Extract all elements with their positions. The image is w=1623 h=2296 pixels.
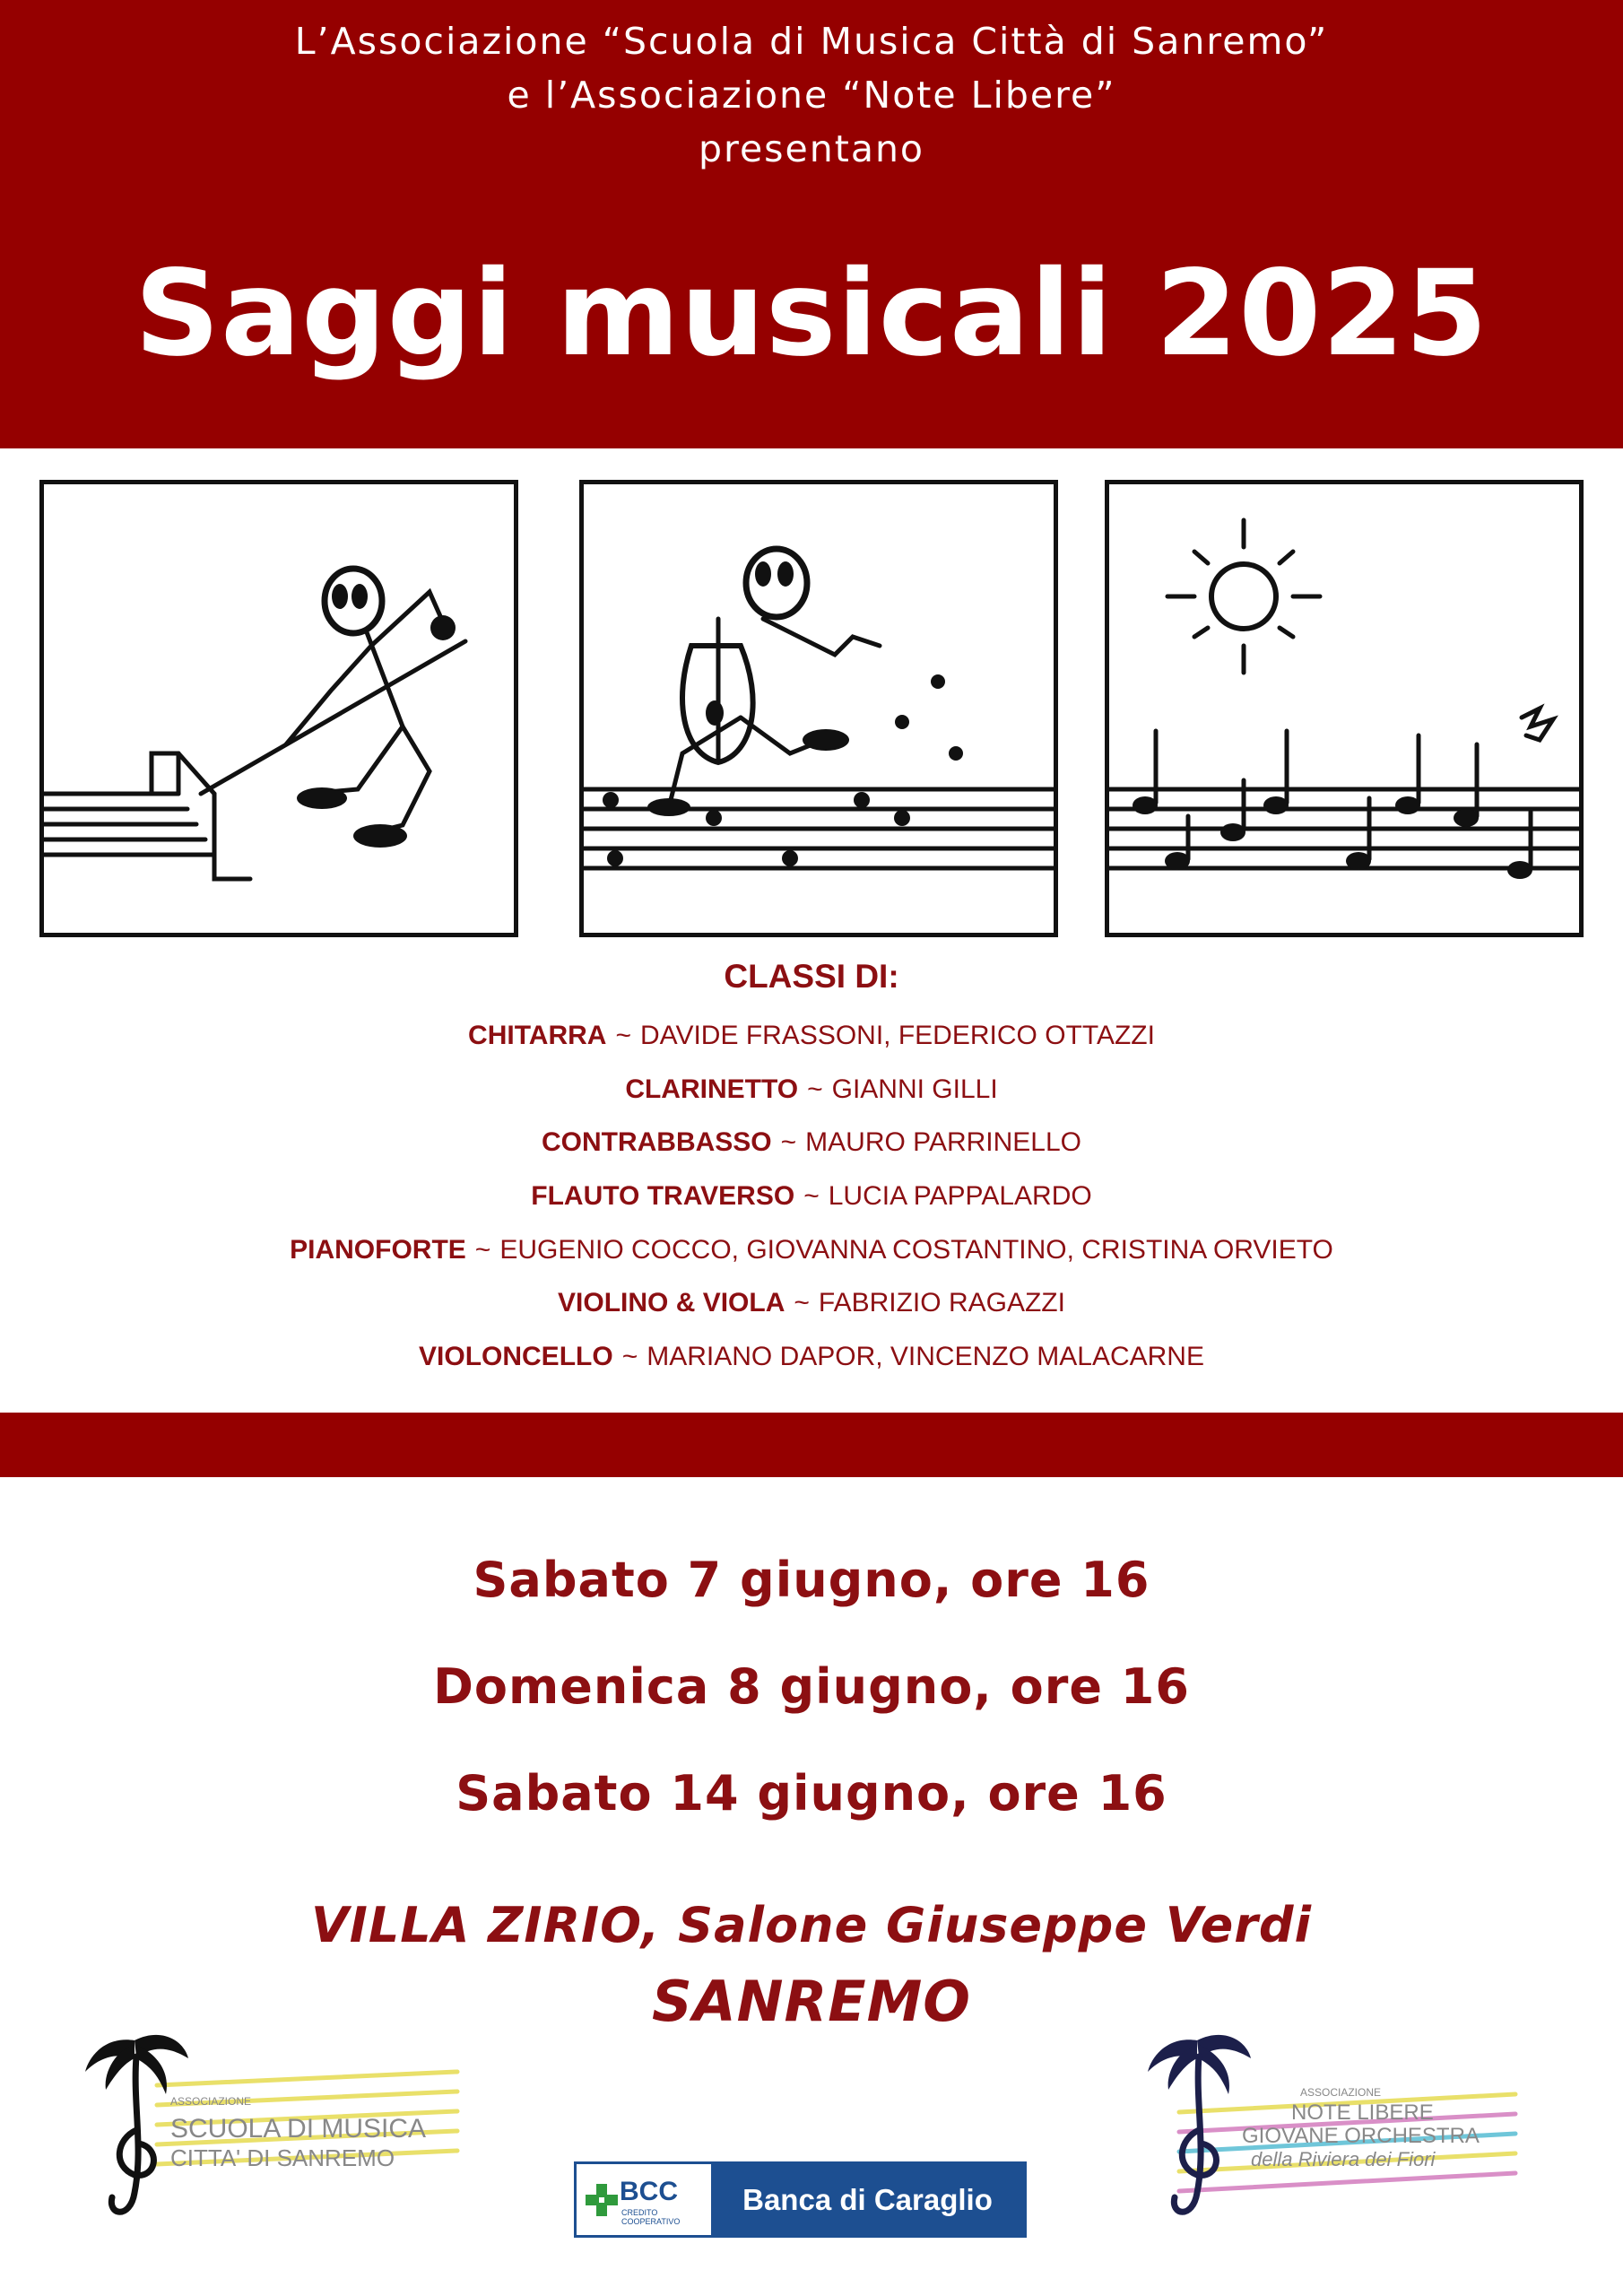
logo-right-small-label: ASSOCIAZIONE [1300,2086,1382,2099]
teacher-names: MARIANO DAPOR, VINCENZO MALACARNE [647,1342,1204,1371]
instrument-name: CHITARRA [468,1021,607,1050]
guitar-figure-illustration [584,484,1054,933]
poster-title: Saggi musicali 2025 [135,245,1488,383]
instrument-name: VIOLONCELLO [419,1342,613,1371]
bcc-sub-label: CREDITO COOPERATIVO [621,2208,681,2226]
logo-left-line-1: SCUOLA DI MUSICA [170,2114,427,2144]
class-row [0,1342,1623,1372]
divider-band [0,1413,1623,1477]
scuola-di-musica-logo [81,2022,475,2238]
teacher-names: EUGENIO COCCO, GIOVANNA COSTANTINO, CRISTINA ORVIETO [499,1235,1333,1265]
teacher-names: LUCIA PAPPALARDO [828,1181,1092,1211]
separator: ~ [615,1021,632,1050]
logo-left-line-2: CITTA' DI SANREMO [170,2144,395,2171]
venue-name: VILLA ZIRIO, Salone Giuseppe Verdi [310,1897,1313,1953]
palm-treble-clef-colored-icon [1130,2022,1533,2238]
cross-icon [584,2182,620,2218]
teacher-names: GIANNI GILLI [831,1074,998,1104]
separator: ~ [794,1288,810,1318]
note-libere-logo [1130,2022,1533,2238]
logo-left-small-label: ASSOCIAZIONE [170,2095,252,2108]
logo-right-line-1: NOTE LIBERE [1291,2100,1434,2125]
classes-heading: CLASSI DI: [724,958,899,995]
separator: ~ [474,1235,491,1265]
bank-name: Banca di Caraglio [711,2164,1024,2235]
bcc-mark [577,2164,711,2235]
class-row [0,1235,1623,1265]
instrument-name: CONTRABBASSO [541,1127,772,1157]
banca-di-caraglio-logo [574,2161,1027,2238]
instrument-name: PIANOFORTE [290,1235,466,1265]
comic-panel-scattering [579,480,1058,937]
comic-panel-sun [1105,480,1584,937]
venue-city: SANREMO [651,1969,972,2034]
intro-line-1: L’Associazione “Scuola di Musica Città di Sanremo” [294,20,1329,63]
instrument-name: FLAUTO TRAVERSO [531,1181,795,1211]
class-row [0,1181,1623,1212]
sweeping-figure-illustration [44,484,514,933]
palm-treble-clef-icon [81,2022,475,2238]
separator: ~ [621,1342,638,1371]
teacher-names: DAVIDE FRASSONI, FEDERICO OTTAZZI [640,1021,1155,1050]
intro-line-3: presentano [698,127,925,170]
logo-right-line-2: GIOVANE ORCHESTRA [1242,2124,1480,2148]
teacher-names: FABRIZIO RAGAZZI [818,1288,1065,1318]
class-row [0,1288,1623,1318]
separator: ~ [780,1127,797,1157]
separator: ~ [807,1074,823,1104]
date-line: Domenica 8 giugno, ore 16 [433,1658,1190,1715]
class-row [0,1021,1623,1051]
comic-panel-sweeping [39,480,518,937]
separator: ~ [803,1181,820,1211]
date-line: Sabato 7 giugno, ore 16 [473,1552,1150,1608]
instrument-name: VIOLINO & VIOLA [558,1288,785,1318]
sun-notes-illustration [1109,484,1579,933]
instrument-name: CLARINETTO [625,1074,799,1104]
teacher-names: MAURO PARRINELLO [805,1127,1082,1157]
class-row [0,1127,1623,1158]
intro-line-2: e l’Associazione “Note Libere” [507,74,1116,117]
logo-right-line-3: della Riviera dei Fiori [1251,2148,1436,2170]
bcc-acronym: BCC [620,2177,678,2206]
date-line: Sabato 14 giugno, ore 16 [456,1765,1167,1822]
class-row [0,1074,1623,1105]
